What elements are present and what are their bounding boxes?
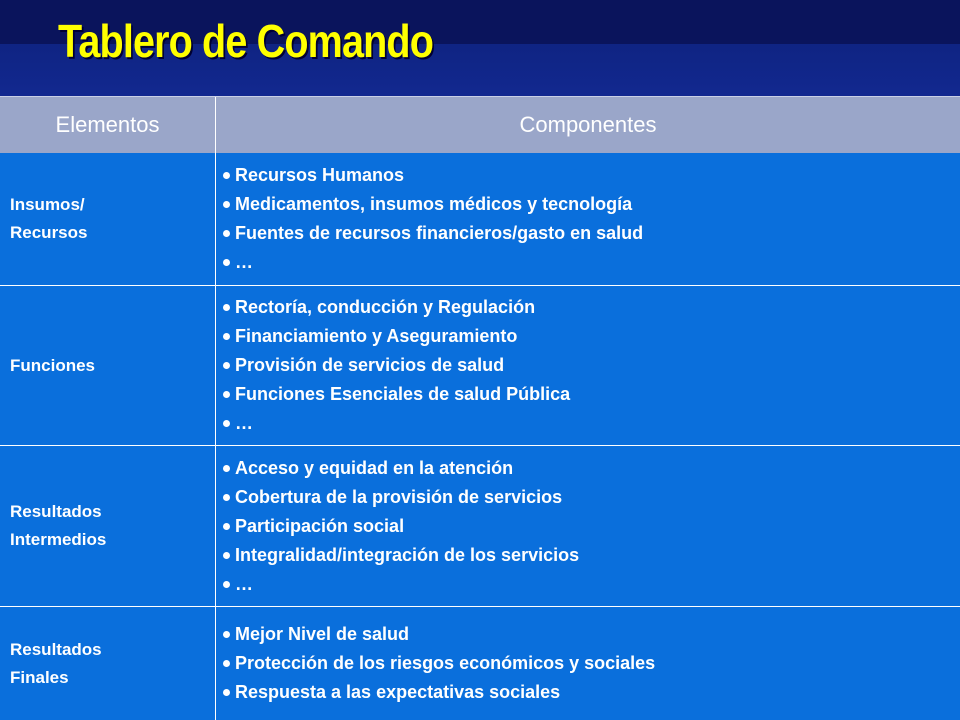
bullet-icon xyxy=(223,362,230,369)
table-row-insumos xyxy=(0,153,960,286)
component-item xyxy=(218,649,960,678)
component-item xyxy=(218,620,960,649)
bullet-icon xyxy=(223,201,230,208)
bullet-icon xyxy=(223,172,230,179)
component-text: Provisión de servicios de salud xyxy=(235,355,505,375)
bullet-icon xyxy=(223,304,230,311)
table-row-resultados-finales xyxy=(0,607,960,720)
row-divider xyxy=(215,286,216,445)
header-elementos: Elementos xyxy=(55,112,160,137)
slide-title: Tablero de Comando xyxy=(58,15,434,67)
table-header-row xyxy=(0,96,960,154)
component-item xyxy=(218,678,960,707)
component-item xyxy=(218,219,960,248)
component-list xyxy=(218,286,960,445)
bullet-icon xyxy=(223,631,230,638)
element-line-2: Finales xyxy=(10,667,69,687)
component-text: Cobertura de la provisión de servicios xyxy=(235,486,563,507)
header-componentes: Componentes xyxy=(519,112,657,137)
component-item xyxy=(218,190,960,219)
row-element-label xyxy=(0,153,215,285)
component-list xyxy=(218,446,960,606)
table-row-resultados-intermedios xyxy=(0,446,960,607)
table-row-funciones xyxy=(0,286,960,446)
bullet-icon xyxy=(223,689,230,696)
component-item xyxy=(218,380,960,409)
component-text: Protección de los riesgos económicos y sociales xyxy=(235,653,656,673)
component-item xyxy=(218,161,960,190)
row-divider xyxy=(215,153,216,285)
bullet-icon xyxy=(223,494,230,501)
component-text: Acceso y equidad en la atención xyxy=(235,457,514,478)
element-line-1: Resultados xyxy=(10,502,102,521)
component-text: … xyxy=(235,252,253,272)
bullet-icon xyxy=(223,660,230,667)
component-text: Financiamiento y Aseguramiento xyxy=(235,326,518,346)
component-list xyxy=(218,607,960,720)
component-text: Respuesta a las expectativas sociales xyxy=(235,682,561,702)
title-band xyxy=(0,0,960,96)
element-line-1: Funciones xyxy=(10,355,96,375)
component-item xyxy=(218,541,960,570)
component-item xyxy=(218,512,960,541)
element-line-2: Intermedios xyxy=(10,530,107,549)
component-item xyxy=(218,409,960,438)
bullet-icon xyxy=(223,230,230,237)
bullet-icon xyxy=(223,259,230,266)
component-item xyxy=(218,483,960,512)
row-element-label xyxy=(0,286,215,445)
component-item xyxy=(218,454,960,483)
component-text: Mejor Nivel de salud xyxy=(235,624,410,644)
component-text: Integralidad/integración de los servicios xyxy=(235,544,580,565)
component-list xyxy=(218,153,960,285)
bullet-icon xyxy=(223,523,230,530)
element-line-1: Insumos/ xyxy=(10,195,85,214)
row-divider xyxy=(215,607,216,720)
bullet-icon xyxy=(223,581,230,588)
component-text: … xyxy=(235,573,253,594)
component-item xyxy=(218,351,960,380)
row-element-label xyxy=(0,607,215,720)
row-element-label xyxy=(0,446,215,606)
bullet-icon xyxy=(223,552,230,559)
element-line-1: Resultados xyxy=(10,639,102,659)
row-divider xyxy=(215,446,216,606)
component-item xyxy=(218,570,960,599)
component-text: Recursos Humanos xyxy=(235,165,405,185)
component-text: … xyxy=(235,413,253,433)
component-text: Fuentes de recursos financieros/gasto en salud xyxy=(235,223,644,243)
bullet-icon xyxy=(223,420,230,427)
component-item xyxy=(218,293,960,322)
component-item xyxy=(218,248,960,277)
bullet-icon xyxy=(223,333,230,340)
component-text: Medicamentos, insumos médicos y tecnología xyxy=(235,194,633,214)
component-text: Rectoría, conducción y Regulación xyxy=(235,297,536,317)
bullet-icon xyxy=(223,391,230,398)
component-text: Funciones Esenciales de salud Pública xyxy=(235,384,571,404)
component-text: Participación social xyxy=(235,515,405,536)
element-line-2: Recursos xyxy=(10,223,88,242)
component-item xyxy=(218,322,960,351)
bullet-icon xyxy=(223,465,230,472)
